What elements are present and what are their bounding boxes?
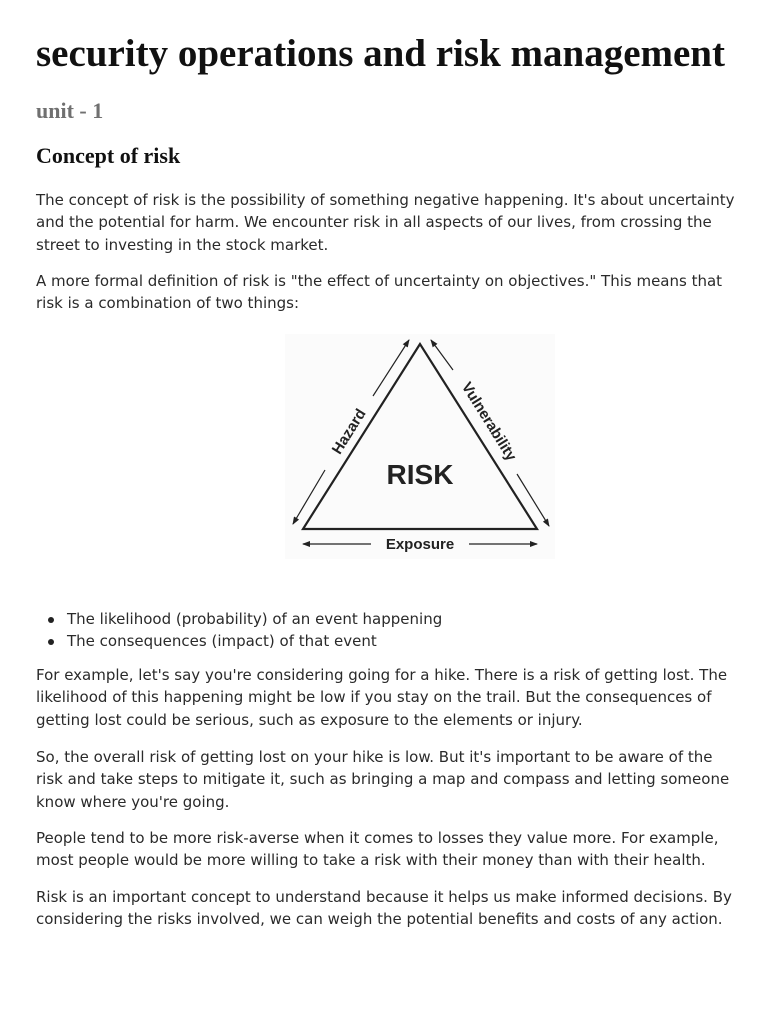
hazard-arrow-lower [293, 470, 325, 524]
list-item [36, 631, 736, 653]
risk-triangle-figure [285, 334, 555, 559]
bullet-dot [48, 617, 54, 623]
list-item-text: The likelihood (probability) of an event happening [67, 610, 443, 628]
document-title: security operations and risk management [36, 32, 725, 75]
vulnerability-arrow-lower [517, 474, 549, 526]
hazard-label: Hazard [328, 405, 370, 458]
vulnerability-label: Vulnerability [457, 379, 520, 465]
paragraph-importance: Risk is an important concept to understand because it helps us make informed decisions. By considering the risks involved, we can weigh the potential benefits and costs of any action. [36, 888, 732, 929]
risk-center-label: RISK [386, 459, 454, 490]
unit-label: unit - 1 [36, 98, 104, 123]
exposure-label: Exposure [385, 536, 455, 553]
paragraph-definition: A more formal definition of risk is "the effect of uncertainty on objectives." This means that risk is a combination of two things: [36, 272, 723, 313]
paragraph-hike-example: For example, let's say you're considering going for a hike. There is a risk of getting lost. The likelihood of this happening might be low if you stay on the trail. But the consequences of getting lost could be serious, such as exposure to the elements or injury. [36, 666, 728, 729]
list-item [36, 609, 736, 631]
paragraph-risk-averse: People tend to be more risk-averse when it comes to losses they value more. For example, most people would be more willing to take a risk with their money than with their health. [36, 829, 719, 870]
section-heading: Concept of risk [36, 143, 181, 168]
list-item-text: The consequences (impact) of that event [67, 631, 377, 650]
paragraph-overall-risk: So, the overall risk of getting lost on your hike is low. But it's important to be aware of the risk and take steps to mitigate it, such as bringing a map and compass and letting someone know where you're going. [36, 748, 730, 811]
bullet-dot [48, 639, 54, 645]
risk-components-list [36, 609, 736, 652]
paragraph-intro: The concept of risk is the possibility of something negative happening. It's about uncertainty and the potential for harm. We encounter risk in all aspects of our lives, from crossing the street to investing in the stock market. [36, 191, 735, 254]
